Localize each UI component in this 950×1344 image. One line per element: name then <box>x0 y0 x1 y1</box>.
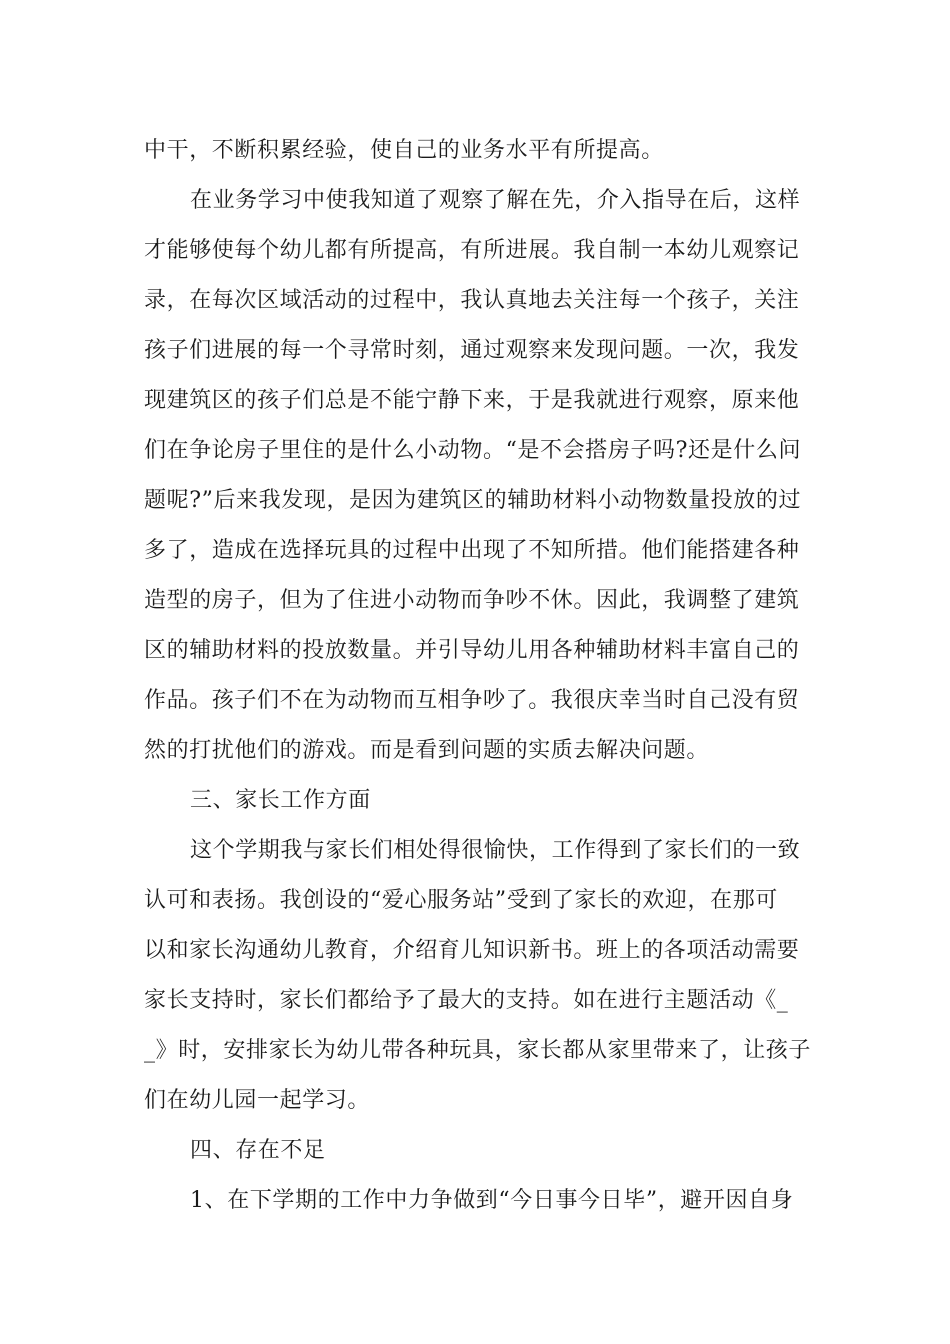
paragraph-line: 这个学期我与家长们相处得很愉快，工作得到了家长们的一致 <box>190 838 801 863</box>
paragraph-line: 题呢?”后来我发现，是因为建筑区的辅助材料小动物数量投放的过 <box>144 488 802 513</box>
paragraph-line: 们在争论房子里住的是什么小动物。“是不会搭房子吗?还是什么问 <box>144 438 802 463</box>
paragraph-line: 多了，造成在选择玩具的过程中出现了不知所措。他们能搭建各种 <box>144 538 800 563</box>
paragraph-line: 以和家长沟通幼儿教育，介绍育儿知识新书。班上的各项活动需要 <box>144 938 800 963</box>
paragraph-line: 现建筑区的孩子们总是不能宁静下来，于是我就进行观察，原来他 <box>144 388 800 413</box>
paragraph-line: 孩子们进展的每一个寻常时刻，通过观察来发现问题。一次，我发 <box>144 338 800 363</box>
paragraph-line: 们在幼儿园一起学习。 <box>144 1088 371 1113</box>
paragraph-line: 家长支持时，家长们都给予了最大的支持。如在进行主题活动《_ <box>144 988 789 1013</box>
paragraph-line: 才能够使每个幼儿都有所提高，有所进展。我自制一本幼儿观察记 <box>144 238 800 263</box>
paragraph-line: 作品。孩子们不在为动物而互相争吵了。我很庆幸当时自己没有贸 <box>144 688 800 713</box>
paragraph-line: 录，在每次区域活动的过程中，我认真地去关注每一个孩子，关注 <box>144 288 800 313</box>
paragraph-line: _》时，安排家长为幼儿带各种玩具，家长都从家里带来了，让孩子 <box>144 1038 812 1063</box>
paragraph-line: 在业务学习中使我知道了观察了解在先，介入指导在后，这样 <box>190 188 801 213</box>
paragraph-line: 1、在下学期的工作中力争做到“今日事今日毕”，避开因自身 <box>190 1188 794 1213</box>
paragraph-line: 然的打扰他们的游戏。而是看到问题的实质去解决问题。 <box>144 738 710 763</box>
paragraph-line: 造型的房子，但为了住进小动物而争吵不休。因此，我调整了建筑 <box>144 588 800 613</box>
paragraph-line: 区的辅助材料的投放数量。并引导幼儿用各种辅助材料丰富自己的 <box>144 638 800 663</box>
section-heading: 四、存在不足 <box>190 1138 326 1163</box>
paragraph-line: 中干，不断积累经验，使自己的业务水平有所提高。 <box>144 138 664 163</box>
paragraph-line: 认可和表扬。我创设的“爱心服务站”受到了家长的欢迎，在那可 <box>144 888 778 913</box>
section-heading: 三、家长工作方面 <box>190 788 371 813</box>
